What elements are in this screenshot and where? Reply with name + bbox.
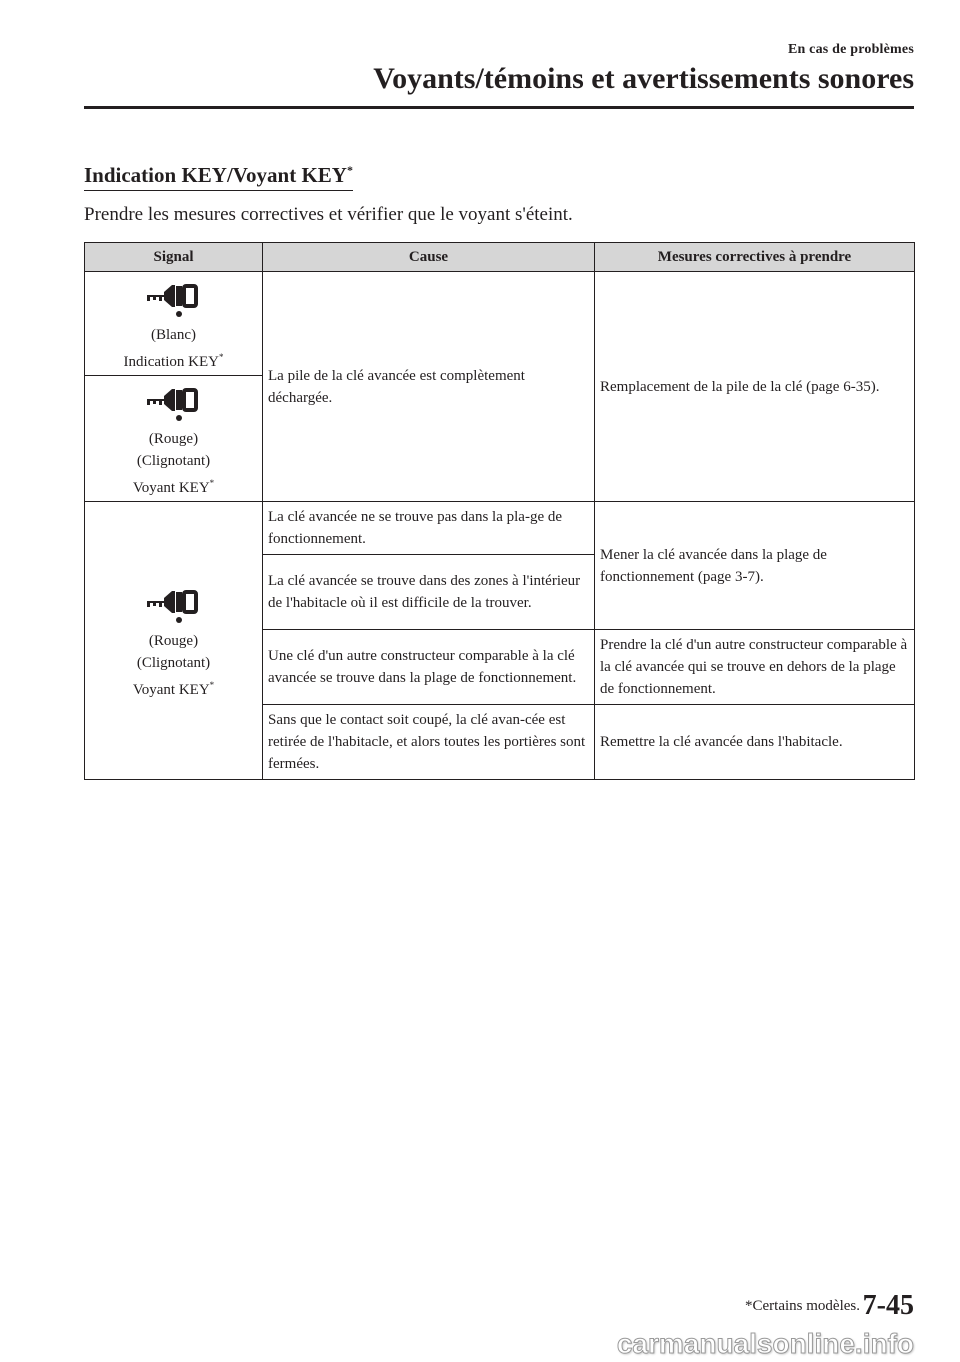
cause-cell: Sans que le contact soit coupé, la clé avan-cée est retirée de l'habitacle, et alors toutes les portières sont fermées. (263, 705, 595, 780)
table-row (85, 502, 915, 555)
signal-state: (Clignotant) (136, 655, 211, 671)
action-cell: Mener la clé avancée dans la plage de fonctionnement (page 3-7). (595, 502, 915, 630)
header-divider (84, 106, 914, 109)
signal-table (84, 242, 915, 780)
cause-cell: Une clé d'un autre constructeur comparable à la clé avancée se trouve dans la plage de fonctionnement. (263, 630, 595, 705)
signal-name: Voyant KEY* (132, 478, 215, 496)
signal-name: Voyant KEY* (132, 680, 215, 698)
title-asterisk: * (346, 163, 353, 177)
section-title: Indication KEY/Voyant KEY* (84, 163, 353, 191)
footnote: *Certains modèles. (745, 1298, 860, 1314)
signal-cell (85, 272, 263, 376)
header-action: Mesures correctives à prendre (595, 243, 915, 272)
page-number: 7-45 (862, 1290, 914, 1321)
signal-cell (85, 502, 263, 780)
signal-state: (Clignotant) (136, 453, 211, 469)
key-warning-icon (142, 276, 206, 320)
table-row (85, 272, 915, 376)
action-cell: Remplacement de la pile de la clé (page 6-35). (595, 272, 915, 502)
signal-color: (Rouge) (148, 431, 199, 447)
cause-cell: La clé avancée ne se trouve pas dans la pla-ge de fonctionnement. (263, 502, 595, 555)
signal-cell (85, 376, 263, 502)
header-section: En cas de problèmes (787, 42, 914, 57)
key-warning-icon (142, 582, 206, 626)
cause-cell: La pile de la clé avancée est complètement déchargée. (263, 272, 595, 502)
key-warning-icon (142, 380, 206, 424)
action-cell: Prendre la clé d'un autre constructeur comparable à la clé avancée qui se trouve en dehors de la plage de fonctionnement. (595, 630, 915, 705)
action-cell: Remettre la clé avancée dans l'habitacle. (595, 705, 915, 780)
signal-color: (Blanc) (151, 327, 196, 343)
signal-name: Indication KEY* (123, 352, 224, 370)
cause-cell: La clé avancée se trouve dans des zones à l'intérieur de l'habitacle où il est difficile de la trouver. (263, 555, 595, 630)
watermark: carmanualsonline.info (616, 1328, 914, 1359)
intro-text: Prendre les mesures correctives et vérifier que le voyant s'éteint. (84, 204, 573, 225)
page-title: Voyants/témoins et avertissements sonores (373, 62, 914, 95)
header-cause: Cause (263, 243, 595, 272)
header-signal: Signal (85, 243, 263, 272)
table-header-row (85, 243, 915, 272)
signal-color: (Rouge) (148, 633, 199, 649)
